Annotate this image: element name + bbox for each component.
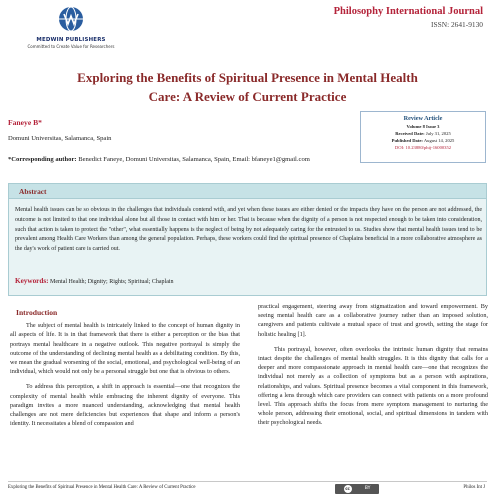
abstract-heading: Abstract [19, 187, 47, 196]
journal-header [334, 6, 483, 29]
corresponding-label: *Corresponding author: [8, 156, 77, 163]
abstract-text: Mental health issues can be so obvious in the challenges that individuals contend with, and yet when these issues are either denied or the impacts they have on the person are not addressed, the outcome is not limited to that one individual alone but all those in contact with him or her. That is because when the dignity of a person is not respected enough to be taken into consideration, such that action is taken to protect the "other", what essentially happens is the neglect of being by not adequately caring for the entrusted to us. Studies show that mental health issues tend to be prevalent among Health Care Workers than among the general population. Perhaps, these workers could find the spiritual presence of Chaplains beneficial in a more collaborative atmosphere as the day's work of patient care is carried out. [15, 207, 482, 253]
received-label: Received Date: [395, 131, 425, 136]
keywords [15, 277, 174, 285]
article-title [30, 68, 465, 106]
abstract-header-bar [9, 184, 486, 199]
received-value: July 31, 2025 [424, 131, 451, 136]
author-affiliation: Domuni Universitas, Salamanca, Spain [8, 135, 112, 142]
body-paragraph: This portrayal, however, often overlooks the intrinsic human dignity that remains intact despite the challenges of mental health struggles. It is this dignity that calls for a deeper and more compassionate approach in mental health care—one that recognizes the individual not merely as a collection of symptoms but as a person with aspirations, relationships, and values. Spiritual presence becomes a vital component in this framework, offering a lens through which care providers can connect with patients on a more profound level. This approach shifts the focus from mere symptom management to nurturing the whole person, addressing their emotional, social, and spiritual dimensions in tandem with their psychological needs. [258, 345, 488, 427]
journal-name: Philosophy International Journal [333, 6, 483, 17]
article-info-box [360, 111, 486, 163]
author-block [8, 118, 352, 165]
footer-running-title: Exploring the Benefits of Spiritual Presence in Mental Health Care: A Review of Current Practice [8, 485, 196, 490]
published-value: August 14, 2025 [422, 138, 455, 143]
journal-issn: ISSN: 2641-9130 [431, 20, 483, 29]
article-title-line-1: Exploring the Benefits of Spiritual Presence in Mental Health [77, 70, 418, 85]
cc-icon: cc [345, 486, 350, 491]
cc-license-badge[interactable] [335, 484, 379, 494]
introduction-heading: Introduction [16, 308, 58, 317]
doi-link[interactable]: DOI: 10.23880/phij-16000352 [394, 145, 452, 150]
body-column-left [10, 302, 240, 434]
publisher-tagline: Committed to Create Value for Researchers [27, 44, 115, 49]
volume-issue: Volume 8 Issue 3 [406, 124, 440, 129]
author-name: Faneye B* [8, 118, 42, 127]
abstract-box [8, 183, 487, 296]
article-type: Review Article [403, 115, 443, 122]
footer-journal-abbrev: Philos Int J [463, 485, 485, 490]
body-column-right [258, 302, 488, 434]
body-paragraph: practical engagement, steering away from stigmatization and toward empowerment. By seeing mental health care as a collaborative journey rather than an imposed solution, caregivers and patients cultivate a mutual space of trust and growth, setting the stage for holistic healing [1]. [258, 303, 488, 338]
body-paragraph: To address this perception, a shift in approach is essential—one that recognizes the complexity of mental health while embracing the inherent dignity of everyone. This paradigm invites a more nuanced understanding, acknowledging that mental health challenges are not mere deficiencies but experiences that shape and inform a person's identity. It necessitates a blend of compassion and [10, 383, 240, 428]
published-date [361, 138, 485, 143]
keywords-list: Mental Health; Dignity; Rights; Spiritual; Chaplain [48, 279, 174, 285]
received-date [361, 131, 485, 136]
article-title-line-2: Care: A Review of Current Practice [148, 89, 347, 104]
publisher-logo [16, 6, 126, 49]
corresponding-author [8, 154, 352, 165]
footer-divider [8, 481, 487, 482]
body-paragraph: The subject of mental health is intricately linked to the concept of human dignity in all aspects of life. It is in that framework that there is either a perception or the bias that portrays mental healthcare in a negative outlook. This negative portrayal is simply the outcome of the understanding of declining mental health as a debilitating condition. By this, we mean the gradual worsening of the social, emotional, and psychological well-being of an individual, which would not only be a personal struggle but one that is obvious to others. [10, 322, 240, 376]
publisher-globe-icon [58, 6, 84, 32]
published-label: Published Date: [391, 138, 423, 143]
publisher-name: MEDWIN PUBLISHERS [36, 37, 106, 43]
keywords-label: Keywords: [15, 277, 49, 285]
corresponding-text: Benedict Faneye, Domuni Universitas, Salamanca, Spain, Email: bfaneye1@gmail.com [76, 156, 310, 163]
cc-by-icon: BY [364, 486, 371, 491]
